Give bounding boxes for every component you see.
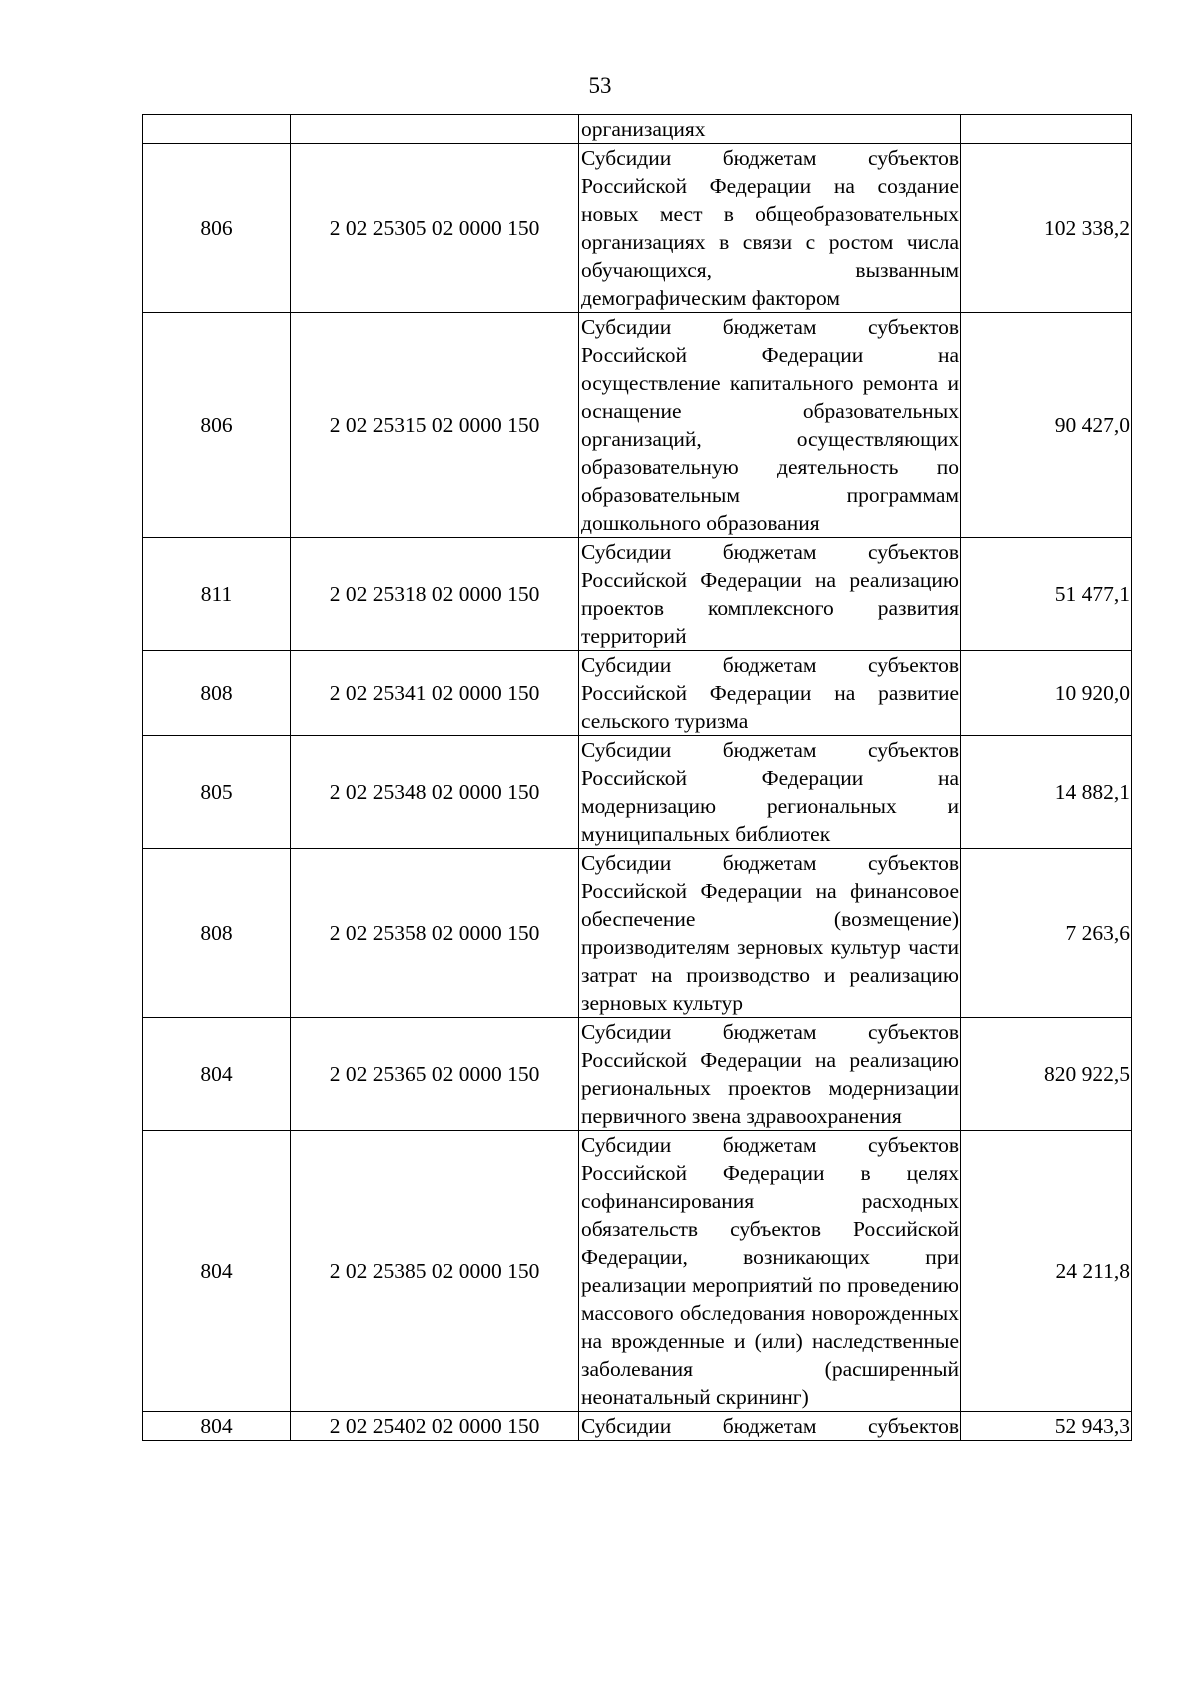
revenue-table — [142, 114, 1132, 1441]
admin-code-cell: 804 — [143, 1018, 291, 1131]
budget-code-cell: 2 02 25315 02 0000 150 — [291, 313, 579, 538]
budget-code-cell: 2 02 25385 02 0000 150 — [291, 1131, 579, 1412]
table-row — [143, 1018, 1132, 1131]
description-cell: Субсидии бюджетам субъектов Российской Федерации на реализацию региональных проектов модернизации первичного звена здравоохранения — [579, 1018, 961, 1131]
admin-code-cell: 808 — [143, 651, 291, 736]
budget-code-cell: 2 02 25318 02 0000 150 — [291, 538, 579, 651]
budget-code-cell: 2 02 25365 02 0000 150 — [291, 1018, 579, 1131]
admin-code-cell: 811 — [143, 538, 291, 651]
description-cell: Субсидии бюджетам субъектов Российской Федерации на модернизацию региональных и муниципальных библиотек — [579, 736, 961, 849]
admin-code-cell — [143, 115, 291, 144]
budget-code-cell: 2 02 25305 02 0000 150 — [291, 144, 579, 313]
amount-cell: 820 922,5 — [961, 1018, 1132, 1131]
amount-cell: 14 882,1 — [961, 736, 1132, 849]
amount-cell: 51 477,1 — [961, 538, 1132, 651]
budget-code-cell — [291, 115, 579, 144]
amount-cell: 52 943,3 — [961, 1412, 1132, 1441]
admin-code-cell: 804 — [143, 1412, 291, 1441]
description-cell: Субсидии бюджетам субъектов Российской Федерации на развитие сельского туризма — [579, 651, 961, 736]
table-row — [143, 1412, 1132, 1441]
description-cell: Субсидии бюджетам субъектов Российской Федерации на реализацию проектов комплексного развития территорий — [579, 538, 961, 651]
budget-code-cell: 2 02 25348 02 0000 150 — [291, 736, 579, 849]
admin-code-cell: 806 — [143, 144, 291, 313]
table-row — [143, 1131, 1132, 1412]
amount-cell: 10 920,0 — [961, 651, 1132, 736]
description-cell: Субсидии бюджетам субъектов — [579, 1412, 961, 1441]
amount-cell: 90 427,0 — [961, 313, 1132, 538]
amount-cell — [961, 115, 1132, 144]
description-cell: Субсидии бюджетам субъектов Российской Федерации на создание новых мест в общеобразовательных организациях в связи с ростом числа обучающихся, вызванным демографическим фактором — [579, 144, 961, 313]
description-cell: Субсидии бюджетам субъектов Российской Федерации на осуществление капитального ремонта и оснащение образовательных организаций, осуществляющих образовательную деятельность по образовательным программам дошкольного образования — [579, 313, 961, 538]
budget-code-cell: 2 02 25402 02 0000 150 — [291, 1412, 579, 1441]
budget-code-cell: 2 02 25341 02 0000 150 — [291, 651, 579, 736]
admin-code-cell: 808 — [143, 849, 291, 1018]
admin-code-cell: 805 — [143, 736, 291, 849]
amount-cell: 102 338,2 — [961, 144, 1132, 313]
table-row — [143, 736, 1132, 849]
revenue-table-body — [143, 115, 1132, 1441]
amount-cell: 24 211,8 — [961, 1131, 1132, 1412]
table-row — [143, 144, 1132, 313]
description-cell: организациях — [579, 115, 961, 144]
table-row — [143, 651, 1132, 736]
budget-code-cell: 2 02 25358 02 0000 150 — [291, 849, 579, 1018]
page-number: 53 — [588, 73, 612, 98]
description-cell: Субсидии бюджетам субъектов Российской Федерации в целях софинансирования расходных обязательств субъектов Российской Федерации, возникающих при реализации мероприятий по проведению массового обследования новорожденных на врожденные и (или) наследственные заболевания (расширенный неонатальный скрининг) — [579, 1131, 961, 1412]
admin-code-cell: 804 — [143, 1131, 291, 1412]
table-row — [143, 313, 1132, 538]
admin-code-cell: 806 — [143, 313, 291, 538]
table-row-continuation — [143, 115, 1132, 144]
table-row — [143, 849, 1132, 1018]
table-row — [143, 538, 1132, 651]
amount-cell: 7 263,6 — [961, 849, 1132, 1018]
description-cell: Субсидии бюджетам субъектов Российской Федерации на финансовое обеспечение (возмещение) производителям зерновых культур части затрат на производство и реализацию зерновых культур — [579, 849, 961, 1018]
